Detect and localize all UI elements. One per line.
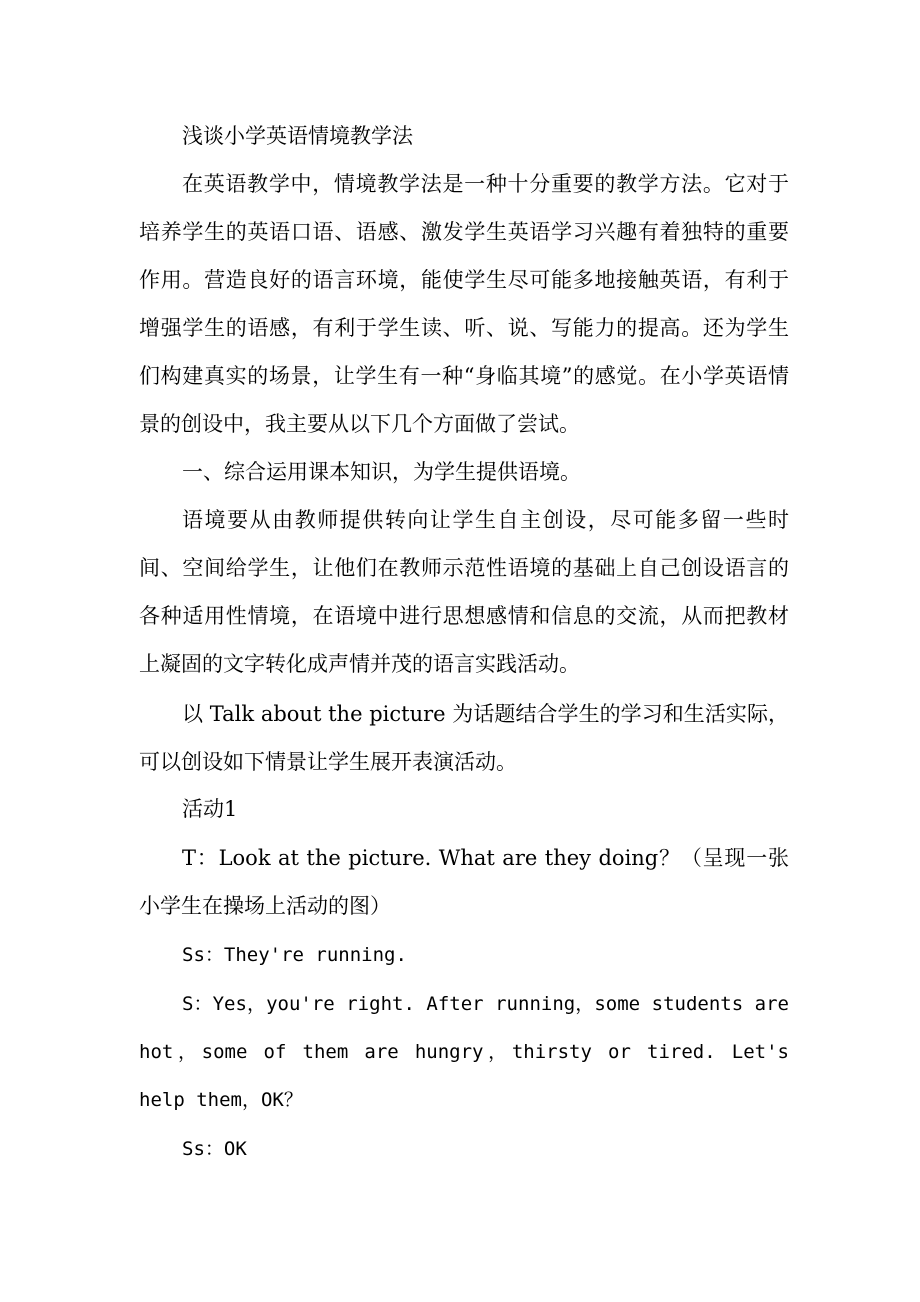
dialogue-students-1: Ss：They're running. bbox=[182, 944, 407, 966]
section-heading-1: 一、综合运用课本知识，为学生提供语境。 bbox=[182, 460, 581, 484]
activity-label: 活动1 bbox=[182, 797, 238, 821]
document-title: 浅谈小学英语情境教学法 bbox=[182, 124, 413, 148]
dialogue-teacher: T：Look at the picture. What are they doing？（呈现一张小学生在操场上活动的图） bbox=[139, 846, 789, 918]
dialogue-student: S：Yes，you're right. After running，some students are hot，some of them are hungry，thirsty or tired. Let's help them，OK？ bbox=[139, 993, 789, 1111]
dialogue-students-2: Ss：OK bbox=[182, 1138, 247, 1160]
paragraph-intro: 在英语教学中，情境教学法是一种十分重要的教学方法。它对于培养学生的英语口语、语感、激发学生英语学习兴趣有着独特的重要作用。营造良好的语言环境，能使学生尽可能多地接触英语，有利于增强学生的语感，有利于学生读、听、说、写能力的提高。还为学生们构建真实的场景，让学生有一种“身临其境”的感觉。在小学英语情景的创设中，我主要从以下几个方面做了尝试。 bbox=[139, 172, 789, 436]
paragraph-context: 语境要从由教师提供转向让学生自主创设，尽可能多留一些时间、空间给学生，让他们在教师示范性语境的基础上自己创设语言的各种适用性情境，在语境中进行思想感情和信息的交流，从而把教材上凝固的文字转化成声情并茂的语言实践活动。 bbox=[139, 508, 789, 676]
paragraph-topic: 以 Talk about the picture 为话题结合学生的学习和生活实际，可以创设如下情景让学生展开表演活动。 bbox=[139, 702, 789, 774]
